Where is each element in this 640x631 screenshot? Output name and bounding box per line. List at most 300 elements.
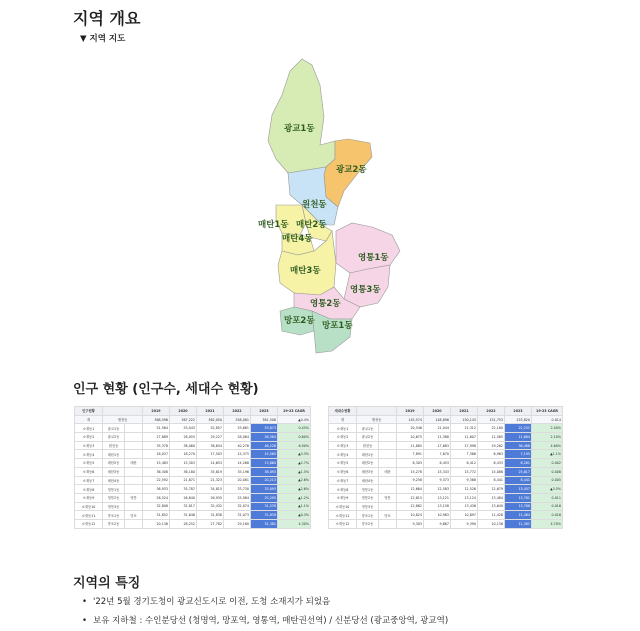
map-label-yeongtong1: 영통1동 <box>358 253 389 263</box>
table-cell: 소재동2 <box>329 433 357 442</box>
table-cell: 소재동5 <box>75 459 103 468</box>
table-cell: 15,278 <box>397 467 424 476</box>
table-cell: 53,873 <box>251 424 278 433</box>
table-row <box>329 424 563 433</box>
table-cell <box>379 519 397 528</box>
table-row <box>75 476 311 485</box>
table-row <box>75 493 311 502</box>
table-cell: 53,681 <box>224 424 251 433</box>
table-cell: 계 <box>75 415 103 424</box>
table-cell: 영통3동 <box>357 502 379 511</box>
table-cell: 22,592 <box>143 476 170 485</box>
table-row <box>75 467 311 476</box>
table-cell: 매탄2동 <box>103 459 125 468</box>
table-cell <box>125 485 143 494</box>
table-cell: 매탄1동 <box>357 450 379 459</box>
table-cell: 광교2동 <box>103 433 125 442</box>
table-cell: 18,037 <box>143 450 170 459</box>
table-cell: 행정동 <box>357 415 397 424</box>
table-cell: ▲2.6% <box>278 476 311 485</box>
table-cell: ▲2.6% <box>278 485 311 494</box>
table-cell: 영통3동 <box>103 502 125 511</box>
table-cell: 8,441 <box>505 476 532 485</box>
table-cell: 0.011 <box>532 493 563 502</box>
feature-item: • '22년 5월 경기도청이 광교신도시로 이전, 도청 소재지가 되었음 <box>82 593 448 612</box>
table-cell <box>125 502 143 511</box>
table-cell: 36,180 <box>170 467 197 476</box>
map-label-mangpo1: 망포1동 <box>322 321 353 331</box>
table-cell <box>379 433 397 442</box>
table-cell: 15,088 <box>478 467 505 476</box>
table-cell: 32,808 <box>143 502 170 511</box>
table-cell: 소재동11 <box>75 511 103 520</box>
table-cell: 소재동9 <box>329 493 357 502</box>
table-header-cell: 세대수현황 <box>329 407 357 416</box>
table-row <box>75 485 311 494</box>
table-cell: 매탄 <box>125 459 143 468</box>
table-row <box>75 459 311 468</box>
table-cell: 35,196 <box>224 467 251 476</box>
table-cell: ▲3.5% <box>532 485 563 494</box>
table-cell: ▲1.5% <box>278 467 311 476</box>
table-cell: 34,815 <box>197 485 224 494</box>
table-row <box>329 467 563 476</box>
table-cell: 11,607 <box>451 433 478 442</box>
table-cell: 0.005 <box>532 476 563 485</box>
table-cell: 20,546 <box>397 424 424 433</box>
table-cell: 12,583 <box>424 485 451 494</box>
map-area-yeongtong1 <box>336 223 400 273</box>
table-cell: 소재동4 <box>329 450 357 459</box>
table-cell: 10,897 <box>451 511 478 520</box>
table-cell: 38,060 <box>170 441 197 450</box>
table-header-cell: 2020 <box>170 407 197 416</box>
table-header-cell: 19-23 CAGR <box>532 407 563 416</box>
table-cell: 19,262 <box>478 441 505 450</box>
map-label-yeongtong2: 영통2동 <box>310 299 341 309</box>
table-cell: 29,227 <box>197 433 224 442</box>
table-row <box>329 476 563 485</box>
table-cell: 25,617 <box>505 467 532 476</box>
table-cell: 망포2동 <box>357 519 379 528</box>
map-label-maetan4: 매탄4동 <box>282 234 313 244</box>
table-cell: 145,574 <box>397 415 424 424</box>
table-cell: 36,933 <box>143 485 170 494</box>
table-cell: 17,683 <box>424 441 451 450</box>
table-cell: 소재동5 <box>329 459 357 468</box>
map-label-wonchon: 원천동 <box>302 200 327 210</box>
table-cell: 9,667 <box>424 519 451 528</box>
map-label-yeongtong3: 영통3동 <box>350 285 381 295</box>
table-cell: 150,143 <box>451 415 478 424</box>
table-header-cell: 2020 <box>424 407 451 416</box>
table-cell: 38,486 <box>505 441 532 450</box>
table-row <box>75 441 311 450</box>
table-cell: 매탄2동 <box>357 459 379 468</box>
table-cell: 소재동2 <box>75 433 103 442</box>
table-cell: 13,649 <box>478 502 505 511</box>
table-cell: 15,483 <box>143 459 170 468</box>
table-cell: 32,817 <box>170 502 197 511</box>
table-cell: 광교2동 <box>357 433 379 442</box>
table-cell: 10,983 <box>424 511 451 520</box>
table-cell: 14,268 <box>224 459 251 468</box>
feature-item: • 보유 지하철 : 수인분당선 (청명역, 망포역, 영통역, 매탄권선역) / 신분당선 (광교중앙역, 광교역) <box>82 612 448 631</box>
table-cell: 매탄1동 <box>103 450 125 459</box>
table-cell <box>125 467 143 476</box>
table-cell: 계 <box>329 415 357 424</box>
table-cell: 22,231 <box>505 424 532 433</box>
table-cell: 13,124 <box>451 493 478 502</box>
table-cell: 151,753 <box>478 415 505 424</box>
table-cell: 28,055 <box>170 433 197 442</box>
table-cell: 25,984 <box>224 493 251 502</box>
table-cell: 13,781 <box>505 493 532 502</box>
table-cell: 13,788 <box>505 502 532 511</box>
table-cell: 6,303 <box>397 459 424 468</box>
table-cell: 행정동 <box>103 415 143 424</box>
table-cell: 20,136 <box>143 519 170 528</box>
table-cell: 35,819 <box>197 467 224 476</box>
table-cell <box>379 424 397 433</box>
table-cell: 4.60% <box>532 441 563 450</box>
table-cell: 15,565 <box>251 450 278 459</box>
table-cell: 21,323 <box>197 476 224 485</box>
table-row <box>329 459 563 468</box>
table-cell: 29,180 <box>224 519 251 528</box>
table-cell: 2.10% <box>532 433 563 442</box>
table-cell: 6,433 <box>478 459 505 468</box>
table-cell: 매탄4동 <box>357 476 379 485</box>
table-header-cell: 2022 <box>224 407 251 416</box>
table-total-row <box>329 415 563 424</box>
table-cell: 원천동 <box>357 441 379 450</box>
table-cell <box>379 459 397 468</box>
table-cell: ▲3.3% <box>278 450 311 459</box>
table-header-cell: 2021 <box>451 407 478 416</box>
map-area-gwanggyo1 <box>268 59 335 173</box>
table-row <box>329 493 563 502</box>
table-cell: 영통 <box>125 493 143 502</box>
table-cell: 33,730 <box>224 485 251 494</box>
table-cell: 6,261 <box>505 459 532 468</box>
population-table <box>74 406 311 529</box>
table-cell: 21,044 <box>424 424 451 433</box>
table-cell: 26,935 <box>197 493 224 502</box>
table-cell: 매탄3동 <box>103 467 125 476</box>
table-cell: 31,852 <box>143 511 170 520</box>
table-cell: 10,675 <box>397 433 424 442</box>
table-header-row <box>75 407 311 416</box>
table-cell: 2.40% <box>532 424 563 433</box>
table-cell: 0.016 <box>532 511 563 520</box>
table-cell: 13,864 <box>251 459 278 468</box>
table-cell <box>379 502 397 511</box>
table-cell: 망포 <box>379 511 397 520</box>
table-cell: 31,539 <box>251 502 278 511</box>
table-cell: 4.70% <box>532 519 563 528</box>
table-cell: ▲2.7% <box>278 459 311 468</box>
table-cell: 153,820 <box>505 415 532 424</box>
table-cell: 13,158 <box>424 502 451 511</box>
table-cell <box>125 441 143 450</box>
table-cell: 6,453 <box>424 459 451 468</box>
population-section-title: 인구 현황 (인구수, 세대수 현황) <box>73 382 259 397</box>
table-cell: 9,368 <box>451 476 478 485</box>
table-cell: 광교1동 <box>357 424 379 433</box>
table-cell: 소재동4 <box>75 450 103 459</box>
table-cell: 148,896 <box>424 415 451 424</box>
table-cell: 4.30% <box>278 519 311 528</box>
table-cell: 35,378 <box>143 441 170 450</box>
table-cell: 소재동10 <box>329 502 357 511</box>
table-cell: 26,524 <box>143 493 170 502</box>
table-cell: 9,258 <box>397 476 424 485</box>
table-cell: 46,228 <box>251 441 278 450</box>
table-header-cell: 2022 <box>478 407 505 416</box>
table-header-cell <box>357 407 397 416</box>
table-cell: 9,303 <box>397 519 424 528</box>
table-cell: 소재동8 <box>75 485 103 494</box>
table-cell: 원천동 <box>103 441 125 450</box>
table-row <box>75 424 311 433</box>
region-map-toggle[interactable]: ▼ 지역 지도 <box>80 34 126 44</box>
table-cell: 53,043 <box>170 424 197 433</box>
table-cell: 소재동3 <box>75 441 103 450</box>
table-cell: 36,308 <box>143 467 170 476</box>
table-cell: 15,375 <box>224 450 251 459</box>
table-cell: 21,312 <box>451 424 478 433</box>
table-cell: 22,180 <box>478 424 505 433</box>
table-cell: 망포1동 <box>103 511 125 520</box>
table-cell: 32,432 <box>197 502 224 511</box>
table-cell: 소재동12 <box>75 519 103 528</box>
table-cell: 31,839 <box>251 511 278 520</box>
table-cell: 12,815 <box>397 493 424 502</box>
table-cell: 13,436 <box>451 502 478 511</box>
table-header-cell: 2023 <box>505 407 532 416</box>
table-cell: 13,121 <box>424 493 451 502</box>
table-cell: 35,787 <box>170 485 197 494</box>
table-cell: 27,782 <box>197 519 224 528</box>
household-table <box>328 406 563 529</box>
table-cell: 소재동7 <box>75 476 103 485</box>
table-cell: ▲1.1% <box>532 450 563 459</box>
table-cell: 7,891 <box>397 450 424 459</box>
table-cell: 영통1동 <box>357 485 379 494</box>
table-cell: 소재동7 <box>329 476 357 485</box>
table-cell: 25,295 <box>251 493 278 502</box>
table-cell: 11,388 <box>424 433 451 442</box>
table-cell: 33,093 <box>251 485 278 494</box>
table-row <box>75 433 311 442</box>
map-label-gwanggyo2: 광교2동 <box>336 165 367 175</box>
table-cell <box>125 424 143 433</box>
table-cell: 11,684 <box>505 433 532 442</box>
table-cell: ▲0.3% <box>278 511 311 520</box>
page-title: 지역 개요 <box>73 9 141 28</box>
table-cell: 소재동10 <box>75 502 103 511</box>
table-cell: 6,963 <box>478 450 505 459</box>
table-cell: 11,464 <box>505 511 532 520</box>
table-cell: 31,646 <box>170 511 197 520</box>
table-row <box>329 485 563 494</box>
table-row <box>75 511 311 520</box>
table-cell: 0.014 <box>532 415 563 424</box>
table-cell: 7,386 <box>451 450 478 459</box>
table-cell: 망포 <box>125 511 143 520</box>
table-row <box>75 519 311 528</box>
table-cell <box>379 476 397 485</box>
table-cell: 15,772 <box>451 467 478 476</box>
table-cell: 13,484 <box>478 493 505 502</box>
table-row <box>75 502 311 511</box>
table-cell <box>125 450 143 459</box>
table-header-cell: 2019 <box>143 407 170 416</box>
table-cell: 28,252 <box>170 519 197 528</box>
table-cell: 소재동9 <box>75 493 103 502</box>
table-cell: 11,885 <box>397 441 424 450</box>
table-cell <box>379 450 397 459</box>
table-header-cell: 2021 <box>197 407 224 416</box>
table-cell: 소재동6 <box>75 467 103 476</box>
table-cell <box>125 433 143 442</box>
table-cell: 38,893 <box>251 467 278 476</box>
table-cell: 10,824 <box>397 511 424 520</box>
table-cell: 358,081 <box>224 415 251 424</box>
table-cell: 38,634 <box>197 441 224 450</box>
table-row <box>329 519 563 528</box>
table-cell: 영통1동 <box>103 485 125 494</box>
map-label-maetan1: 매탄1동 <box>258 220 289 230</box>
table-cell: 32,074 <box>224 502 251 511</box>
table-cell: 10,136 <box>478 519 505 528</box>
table-cell: 망포2동 <box>103 519 125 528</box>
table-cell: 362,050 <box>197 415 224 424</box>
table-cell: 20,081 <box>224 476 251 485</box>
table-cell: 31,381 <box>251 519 278 528</box>
map-label-mangpo2: 망포2동 <box>284 316 315 326</box>
table-cell: 8,441 <box>478 476 505 485</box>
table-cell: 매탄3동 <box>357 467 379 476</box>
table-row <box>329 502 563 511</box>
table-cell: 20,213 <box>251 476 278 485</box>
table-cell: 18,270 <box>170 450 197 459</box>
table-cell: 11,426 <box>478 511 505 520</box>
table-cell: 31,073 <box>224 511 251 520</box>
table-cell: 6.90% <box>278 441 311 450</box>
table-row <box>329 441 563 450</box>
table-cell: 11,381 <box>505 519 532 528</box>
table-cell: 광교1동 <box>103 424 125 433</box>
table-cell: ▲1.2% <box>278 493 311 502</box>
table-header-cell: 19-23 CAGR <box>278 407 311 416</box>
table-cell: 13,457 <box>505 485 532 494</box>
table-cell: 소재동8 <box>329 485 357 494</box>
table-cell: 0.60% <box>278 433 311 442</box>
map-label-gwanggyo1: 광교1동 <box>284 124 315 134</box>
table-row <box>329 511 563 520</box>
table-cell: 367,222 <box>170 415 197 424</box>
table-cell <box>379 441 397 450</box>
table-row <box>329 433 563 442</box>
table-cell: 소재동6 <box>329 467 357 476</box>
table-cell: 7,670 <box>424 450 451 459</box>
table-cell: 소재동1 <box>75 424 103 433</box>
table-cell: ▲1.1% <box>278 502 311 511</box>
region-map <box>240 55 410 360</box>
table-cell <box>125 519 143 528</box>
table-row <box>75 450 311 459</box>
table-cell: 소재동1 <box>329 424 357 433</box>
table-cell: 26,640 <box>170 493 197 502</box>
table-cell: 0.002 <box>532 459 563 468</box>
table-cell: 소재동12 <box>329 519 357 528</box>
table-header-cell <box>103 407 143 416</box>
table-cell: 9,390 <box>451 519 478 528</box>
table-cell: 14,653 <box>197 459 224 468</box>
table-cell: 51,564 <box>143 424 170 433</box>
table-cell: 7,195 <box>505 450 532 459</box>
table-cell: 영통2동 <box>357 493 379 502</box>
table-cell: 21,871 <box>170 476 197 485</box>
table-cell: 17,998 <box>451 441 478 450</box>
table-cell <box>379 485 397 494</box>
table-cell: 소재동11 <box>329 511 357 520</box>
table-row <box>329 450 563 459</box>
table-total-row <box>75 415 311 424</box>
table-cell: 0.45% <box>278 424 311 433</box>
table-header-cell: 2019 <box>397 407 424 416</box>
table-cell: 0.008 <box>532 467 563 476</box>
table-header-row <box>329 407 563 416</box>
table-cell: 영통 <box>379 493 397 502</box>
map-label-maetan2: 매탄2동 <box>296 220 327 230</box>
table-cell: 15,343 <box>424 467 451 476</box>
table-cell: 11,565 <box>478 433 505 442</box>
table-cell: 매탄4동 <box>103 476 125 485</box>
table-cell: 368,596 <box>143 415 170 424</box>
features-section-title: 지역의 특징 <box>73 576 141 591</box>
table-cell: 40,276 <box>224 441 251 450</box>
table-cell: 망포1동 <box>357 511 379 520</box>
features-list <box>82 593 448 631</box>
table-cell: 28,084 <box>224 433 251 442</box>
table-cell: 12,526 <box>451 485 478 494</box>
table-cell: 15,303 <box>170 459 197 468</box>
table-cell: 6,412 <box>451 459 478 468</box>
table-cell: 소재동3 <box>329 441 357 450</box>
table-cell: 매탄 <box>379 467 397 476</box>
table-header-cell: 2023 <box>251 407 278 416</box>
table-cell: 12,664 <box>397 485 424 494</box>
table-cell: 28,584 <box>251 433 278 442</box>
table-cell: 27,889 <box>143 433 170 442</box>
table-cell: 52,857 <box>197 424 224 433</box>
table-cell: 17,503 <box>197 450 224 459</box>
table-cell: 12,862 <box>397 502 424 511</box>
table-cell <box>125 476 143 485</box>
table-cell: 361,508 <box>251 415 278 424</box>
table-cell: 영통2동 <box>103 493 125 502</box>
map-label-maetan3: 매탄3동 <box>290 266 321 276</box>
table-cell: 9,373 <box>424 476 451 485</box>
table-cell: 31,838 <box>197 511 224 520</box>
table-cell: 0.016 <box>532 502 563 511</box>
table-cell: ▲0.4% <box>278 415 311 424</box>
table-cell: 12,679 <box>478 485 505 494</box>
table-header-cell: 인구현황 <box>75 407 103 416</box>
